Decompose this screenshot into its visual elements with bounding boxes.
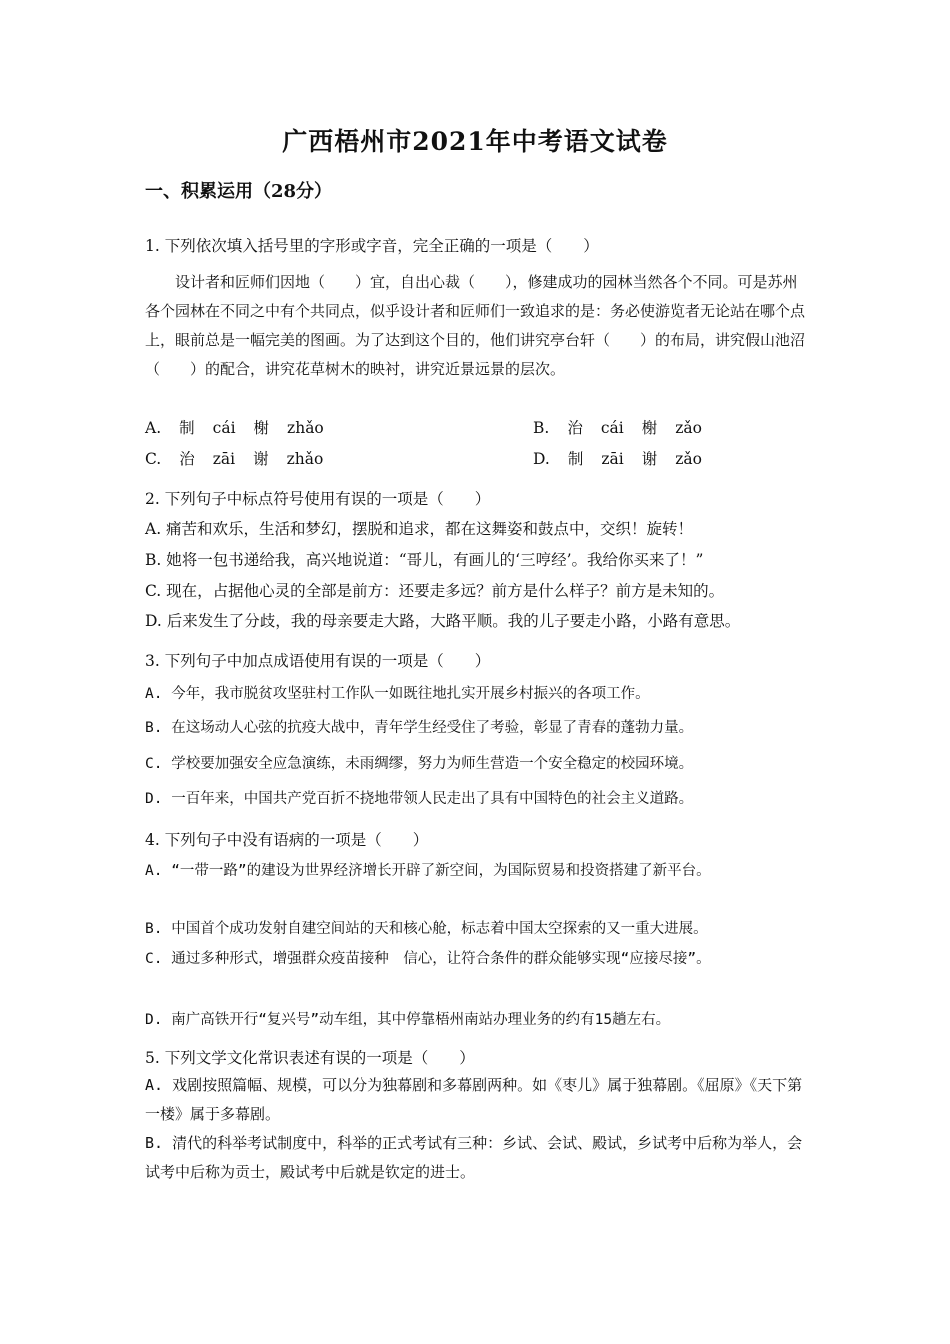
q2-option-a: A. 痛苦和欢乐，生活和梦幻，摆脱和追求，都在这舞姿和鼓点中，交织！旋转！: [145, 520, 694, 538]
q4-option-b: B. 中国首个成功发射自建空间站的天和核心舱，标志着中国太空探索的又一重大进展。: [145, 921, 708, 937]
q4-option-a: A. “一带一路”的建设为世界经济增长开辟了新空间，为国际贸易和投资搭建了新平台。: [145, 863, 711, 879]
q4-option-d: D. 南广高铁开行“复兴号”动车组，其中停靠梧州南站办理业务的约有15趟左右。: [145, 1012, 671, 1028]
q5-option-a: A. 戏剧按照篇幅、规模，可以分为独幕剧和多幕剧两种。如《枣儿》属于独幕剧。《屈原》《天下第一楼》属于多幕剧。: [145, 1076, 803, 1123]
q3-option-b: B. 在这场动人心弦的抗疫大战中，青年学生经受住了考验，彰显了青春的蓬勃力量。: [145, 720, 694, 736]
q2-option-d: D. 后来发生了分歧，我的母亲要走大路，大路平顺。我的儿子要走小路，小路有意思。: [145, 612, 741, 630]
q2-option-c: C. 现在，占据他心灵的全部是前方：还要走多远？前方是什么样子？前方是未知的。: [145, 582, 725, 600]
q3-option-d: D. 一百年来，中国共产党百折不挠地带领人民走出了具有中国特色的社会主义道路。: [145, 791, 694, 807]
question-1-stem: 1. 下列依次填入括号里的字形或字音，完全正确的一项是（ ）: [145, 237, 599, 255]
option-label: D.: [533, 450, 550, 468]
q1-option-a: A. 制 cái 榭 zhǎo: [145, 419, 324, 437]
question-2-stem: 2. 下列句子中标点符号使用有误的一项是（ ）: [145, 490, 491, 508]
q4-option-c: C. 通过多种形式，增强群众疫苗接种 信心，让符合条件的群众能够实现“应接尽接”。: [145, 951, 711, 967]
q5-option-b: B. 清代的科举考试制度中，科举的正式考试有三种：乡试、会试、殿试，乡试考中后称为举人，会试考中后称为贡士，殿试考中后就是钦定的进士。: [145, 1134, 803, 1181]
question-1-passage: 设计者和匠师们因地（ ）宜，自出心裁（ ），修建成功的园林当然各个不同。可是苏州各个园林在不同之中有个共同点，似乎设计者和匠师们一致追求的是：务必使游览者无论站在哪个点上，眼前总是一幅完美的图画。为了达到这个目的，他们讲究亭台轩（ ）的布局，讲究假山池沼（ ）的配合，讲究花草树木的映衬，讲究近景远景的层次。: [145, 273, 806, 378]
q3-option-c: C. 学校要加强安全应急演练，未雨绸缪，努力为师生营造一个安全稳定的校园环境。: [145, 756, 694, 772]
question-4-stem: 4. 下列句子中没有语病的一项是（ ）: [145, 831, 429, 849]
question-5-stem: 5. 下列文学文化常识表述有误的一项是（ ）: [145, 1049, 475, 1067]
option-label: C.: [145, 450, 162, 468]
q3-option-a: A. 今年，我市脱贫攻坚驻村工作队一如既往地扎实开展乡村振兴的各项工作。: [145, 686, 650, 702]
question-3-stem: 3. 下列句子中加点成语使用有误的一项是（ ）: [145, 652, 491, 670]
q1-option-c: C. 治 zāi 谢 zhǎo: [145, 450, 324, 468]
q1-option-d: D. 制 zāi 谢 zǎo: [533, 450, 702, 468]
option-label: A.: [145, 419, 162, 437]
page-title: 广西梧州市2021年中考语文试卷: [282, 127, 668, 156]
option-label: B.: [533, 419, 550, 437]
q2-option-b: B. 她将一包书递给我，高兴地说道：“哥儿，有画儿的‘三哼经’。我给你买来了！”: [145, 551, 704, 569]
section-heading: 一、积累运用（28分）: [145, 181, 333, 202]
q1-option-b: B. 治 cái 榭 zǎo: [533, 419, 702, 437]
